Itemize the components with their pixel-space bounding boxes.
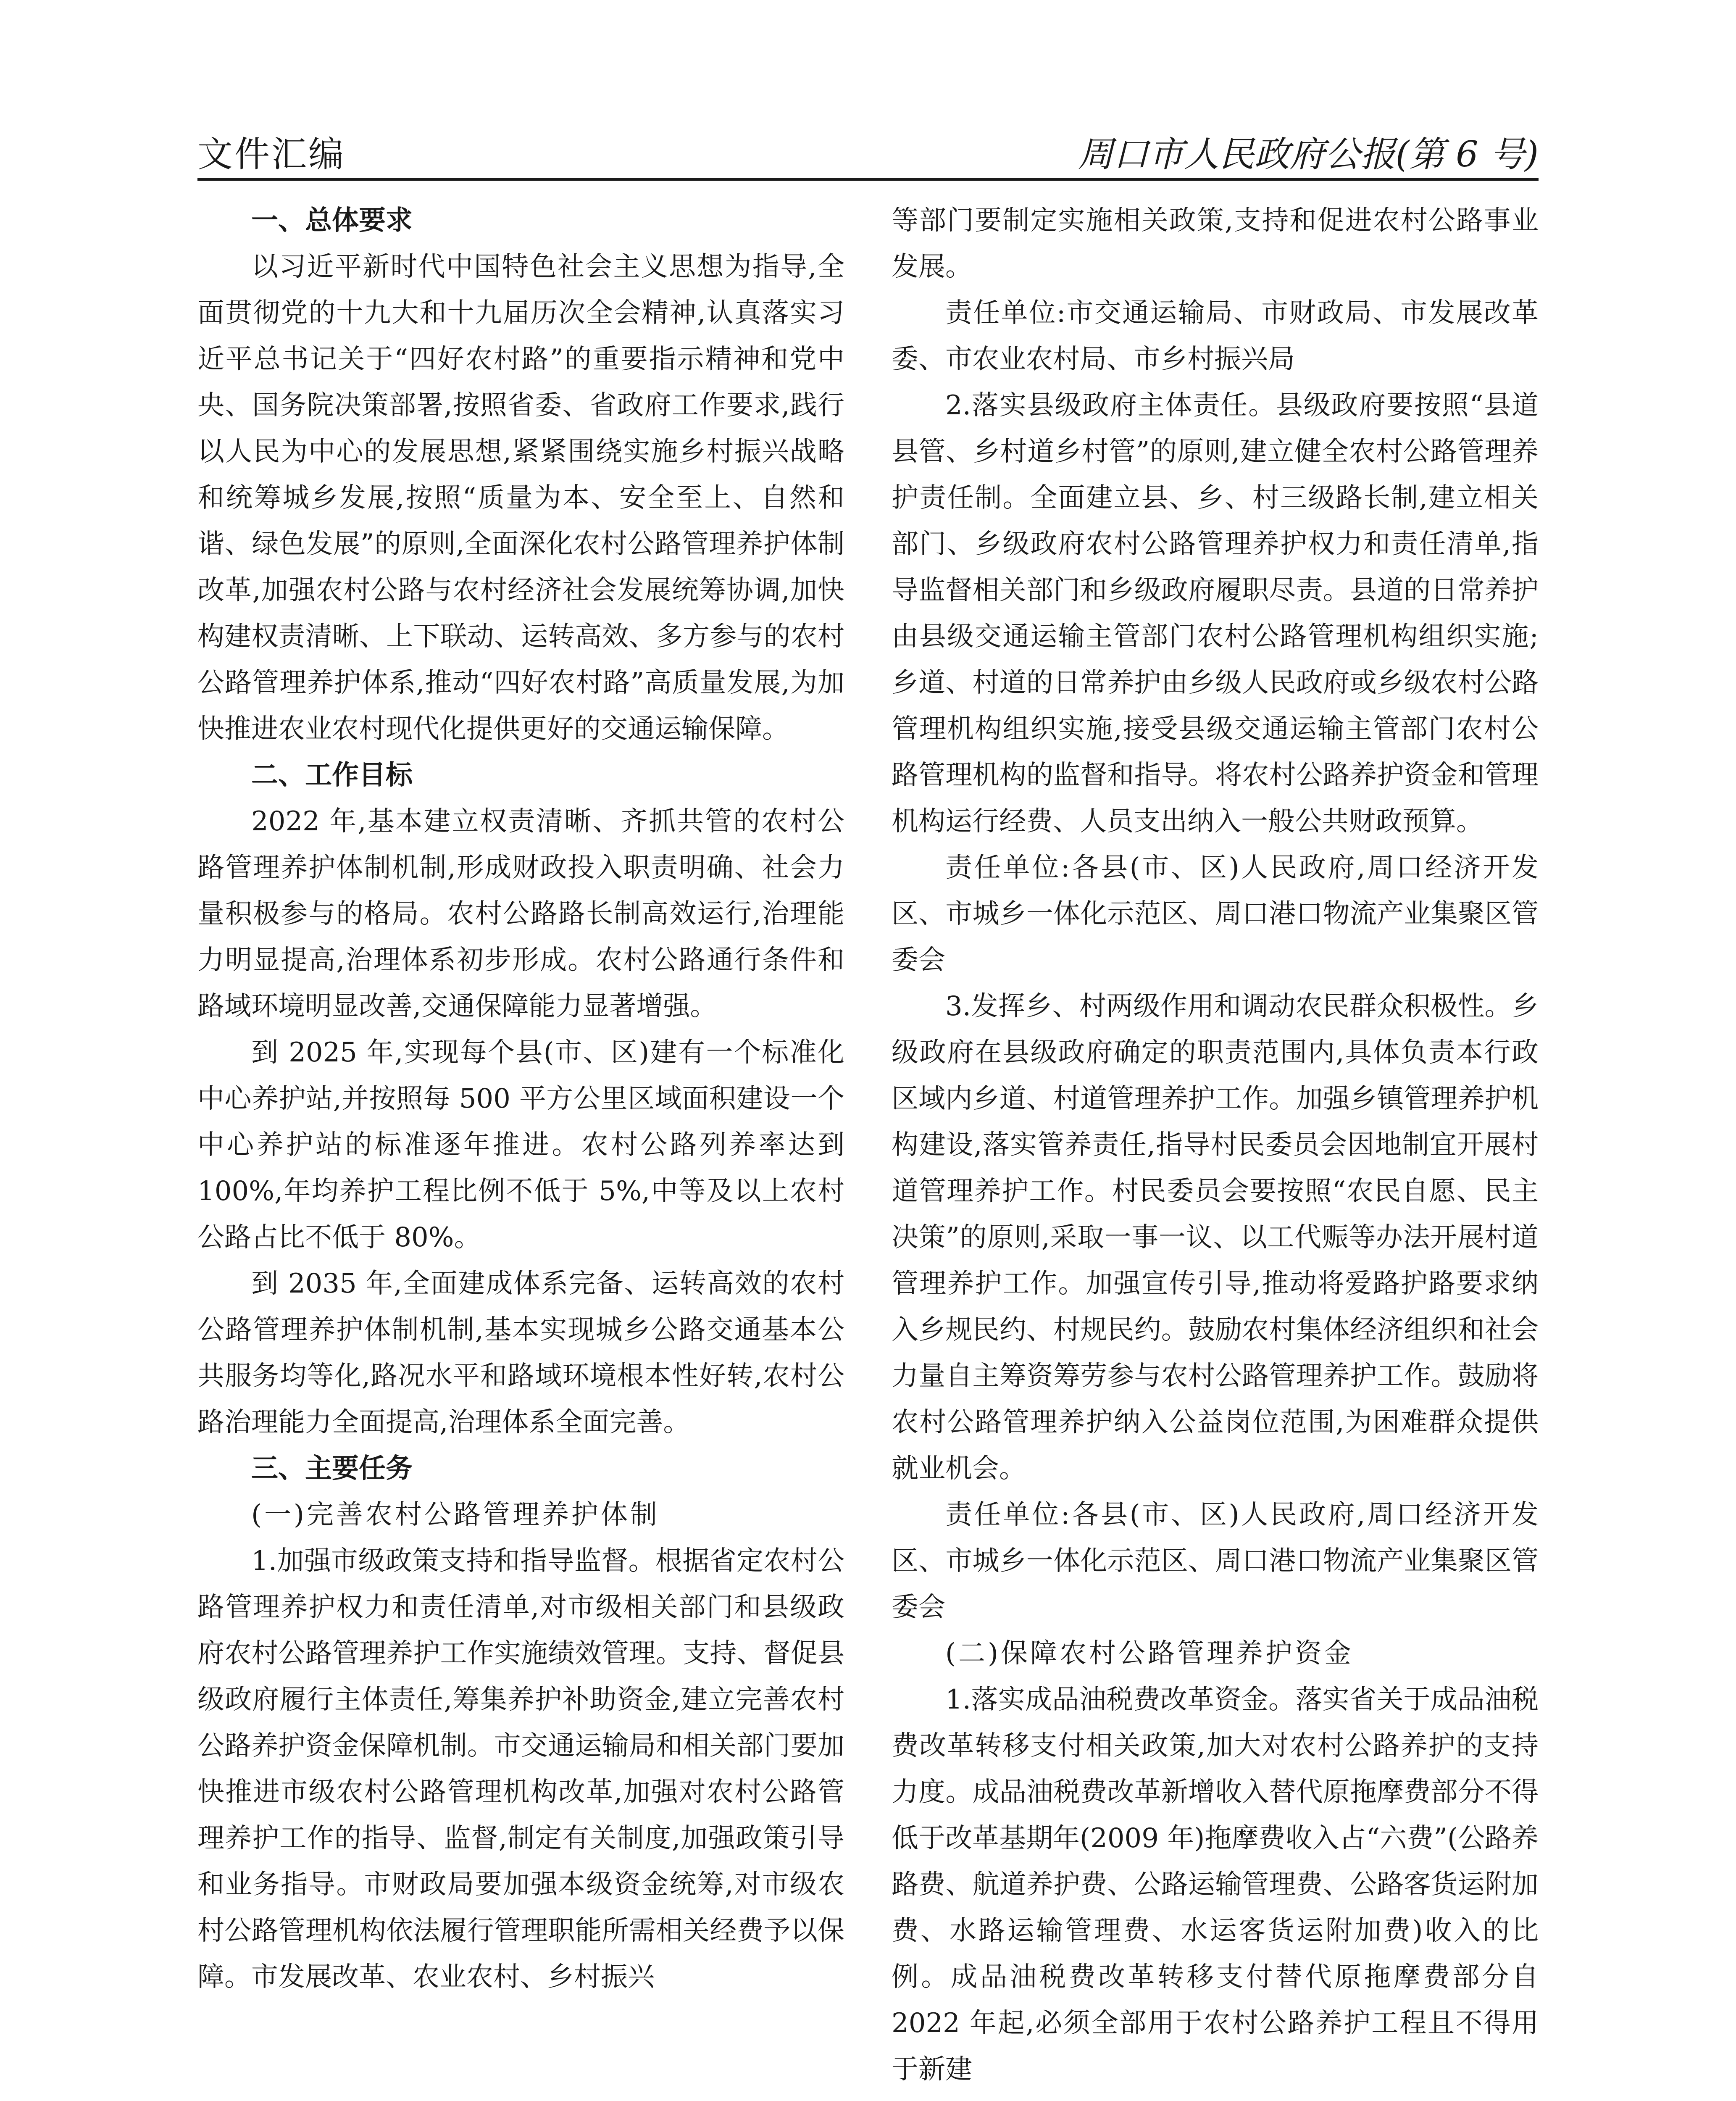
paragraph: 责任单位:市交通运输局、市财政局、市发展改革委、市农业农村局、市乡村振兴局: [892, 298, 1539, 375]
header-publication-title: 周口市人民政府公报(第 6 号): [1078, 134, 1539, 175]
subsection-heading: (二)保障农村公路管理养护资金: [945, 1638, 1354, 1669]
section-heading: 一、总体要求: [251, 205, 413, 236]
paragraph: 以习近平新时代中国特色社会主义思想为指导,全面贯彻党的十九大和十九届历次全会精神,认真落实习近平总书记关于“四好农村路”的重要指示精神和党中央、国务院决策部署,按照省委、省政府工作要求,践行以人民为中心的发展思想,紧紧围绕实施乡村振兴战略和统筹城乡发展,按照“质量为本、安全至上、自然和谐、绿色发展”的原则,全面深化农村公路管理养护体制改革,加强农村公路与农村经济社会发展统筹协调,加快构建权责清晰、上下联动、运转高效、多方参与的农村公路管理养护体系,推动“四好农村路”高质量发展,为加快推进农业农村现代化提供更好的交通运输保障。: [197, 251, 844, 745]
header-divider: [197, 178, 1539, 181]
paragraph: 等部门要制定实施相关政策,支持和促进农村公路事业发展。: [892, 205, 1539, 282]
right-column: [892, 197, 1539, 2097]
paragraph: 责任单位:各县(市、区)人民政府,周口经济开发区、市城乡一体化示范区、周口港口物流产业集聚区管委会: [892, 852, 1539, 976]
paragraph: 到 2035 年,全面建成体系完备、运转高效的农村公路管理养护体制机制,基本实现城乡公路交通基本公共服务均等化,路况水平和路域环境根本性好转,农村公路治理能力全面提高,治理体系全面完善。: [197, 1268, 844, 1438]
header-section-title: 文件汇编: [197, 134, 346, 175]
subsection-heading: (一)完善农村公路管理养护体制: [251, 1499, 660, 1530]
section-heading: 二、工作目标: [251, 760, 413, 791]
paragraph: 2022 年,基本建立权责清晰、齐抓共管的农村公路管理养护体制机制,形成财政投入职责明确、社会力量积极参与的格局。农村公路路长制高效运行,治理能力明显提高,治理体系初步形成。农村公路通行条件和路域环境明显改善,交通保障能力显著增强。: [197, 806, 844, 1022]
paragraph: 1.落实成品油税费改革资金。落实省关于成品油税费改革转移支付相关政策,加大对农村公路养护的支持力度。成品油税费改革新增收入替代原拖摩费部分不得低于改革基期年(2009 年)拖摩费收入占“六费”(公路养路费、航道养护费、公路运输管理费、公路客货运附加费、水路运输管理费、水运客货运附加费)收入的比例。成品油税费改革转移支付替代原拖摩费部分自 2022 年起,必须全部用于农村公路养护工程且不得用于新建: [892, 1684, 1539, 2085]
paragraph: 2.落实县级政府主体责任。县级政府要按照“县道县管、乡村道乡村管”的原则,建立健全农村公路管理养护责任制。全面建立县、乡、村三级路长制,建立相关部门、乡级政府农村公路管理养护权力和责任清单,指导监督相关部门和乡级政府履职尽责。县道的日常养护由县级交通运输主管部门农村公路管理机构组织实施;乡道、村道的日常养护由乡级人民政府或乡级农村公路管理机构组织实施,接受县级交通运输主管部门农村公路管理机构的监督和指导。将农村公路养护资金和管理机构运行经费、人员支出纳入一般公共财政预算。: [892, 390, 1539, 837]
paragraph: 责任单位:各县(市、区)人民政府,周口经济开发区、市城乡一体化示范区、周口港口物流产业集聚区管委会: [892, 1499, 1539, 1623]
paragraph: 1.加强市级政策支持和指导监督。根据省定农村公路管理养护权力和责任清单,对市级相关部门和县级政府农村公路管理养护工作实施绩效管理。支持、督促县级政府履行主体责任,筹集养护补助资金,建立完善农村公路养护资金保障机制。市交通运输局和相关部门要加快推进市级农村公路管理机构改革,加强对农村公路管理养护工作的指导、监督,制定有关制度,加强政策引导和业务指导。市财政局要加强本级资金统筹,对市级农村公路管理机构依法履行管理职能所需相关经费予以保障。市发展改革、农业农村、乡村振兴: [197, 1545, 844, 1993]
paragraph: 到 2025 年,实现每个县(市、区)建有一个标准化中心养护站,并按照每 500 平方公里区域面积建设一个中心养护站的标准逐年推进。农村公路列养率达到 100%,年均养护工程比例不低于 5%,中等及以上农村公路占比不低于 80%。: [197, 1037, 844, 1253]
section-heading: 三、主要任务: [251, 1453, 413, 1484]
paragraph: 3.发挥乡、村两级作用和调动农民群众积极性。乡级政府在县级政府确定的职责范围内,具体负责本行政区域内乡道、村道管理养护工作。加强乡镇管理养护机构建设,落实管养责任,指导村民委员会因地制宜开展村道管理养护工作。村民委员会要按照“农民自愿、民主决策”的原则,采取一事一议、以工代赈等办法开展村道管理养护工作。加强宣传引导,推动将爱路护路要求纳入乡规民约、村规民约。鼓励农村集体经济组织和社会力量自主筹资筹劳参与农村公路管理养护工作。鼓励将农村公路管理养护纳入公益岗位范围,为困难群众提供就业机会。: [892, 991, 1539, 1484]
left-column: [197, 197, 844, 2097]
